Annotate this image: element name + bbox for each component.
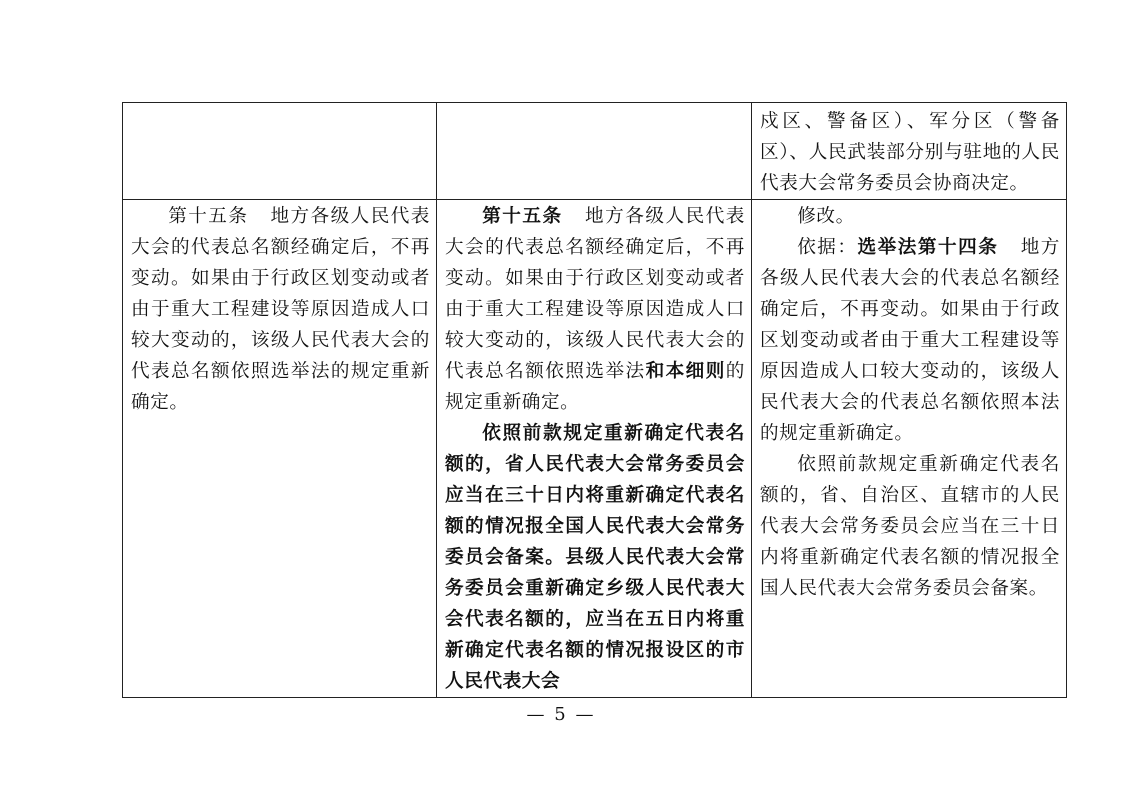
table-row-article-15 <box>123 200 1067 698</box>
revised-article-body-end: 的规定重新确定。 <box>445 361 745 413</box>
original-article-body: 地方各级人民代表大会的代表总名额经确定后，不再变动。如果由于行政区划变动或者由于重大工程建设等原因造成人口较大变动的，该级人民代表大会的代表总名额依照选举法的规定重新确定。 <box>131 206 430 413</box>
cell-revised-continuation <box>437 103 752 200</box>
note-basis-para-2: 依照前款规定重新确定代表名额的，省、自治区、直辖市的人民代表大会常务委员会应当在三十日内将重新确定代表名额的情况报全国人民代表大会常务委员会备案。 <box>760 454 1060 599</box>
original-article-15-text <box>131 201 430 418</box>
note-modification: 修改。 <box>797 206 855 227</box>
comparison-table <box>122 102 1067 698</box>
revised-article-inserted-text: 和本细则 <box>645 361 726 382</box>
note-basis <box>760 232 1060 449</box>
note-continuation-text: 戍区、警备区）、军分区（警备区）、人民武装部分别与驻地的人民代表大会常务委员会协商决定。 <box>760 111 1060 194</box>
note-basis-label: 依据： <box>797 237 858 258</box>
revised-article-heading: 第十五条 <box>482 206 563 227</box>
page-number: — 5 — <box>526 704 596 725</box>
cell-note-article-15 <box>752 200 1067 698</box>
original-article-heading: 第十五条 <box>168 206 249 227</box>
cell-original-continuation <box>123 103 437 200</box>
note-basis-reference: 选举法第十四条 <box>857 237 999 258</box>
cell-revised-article-15 <box>437 200 752 698</box>
revised-article-body: 地方各级人民代表大会的代表总名额经确定后，不再变动。如果由于行政区划变动或者由于重大工程建设等原因造成人口较大变动的，该级人民代表大会的代表总名额依照选举法 <box>445 206 746 382</box>
note-basis-text: 地方各级人民代表大会的代表总名额经确定后，不再变动。如果由于行政区划变动或者由于重大工程建设等原因造成人口较大变动的，该级人民代表大会的代表总名额依照本法的规定重新确定。 <box>760 237 1060 444</box>
table-row-continuation <box>123 103 1067 200</box>
cell-note-continuation <box>752 103 1067 200</box>
revised-article-15-para-2: 依照前款规定重新确定代表名额的，省人民代表大会常务委员会应当在三十日内将重新确定代表名额的情况报全国人民代表大会常务委员会备案。县级人民代表大会常务委员会重新确定乡级人民代表大会代表名额的，应当在五日内将重新确定代表名额的情况报设区的市人民代表大会 <box>445 423 745 692</box>
revised-article-15-para-1 <box>445 201 745 418</box>
cell-original-article-15 <box>123 200 437 698</box>
